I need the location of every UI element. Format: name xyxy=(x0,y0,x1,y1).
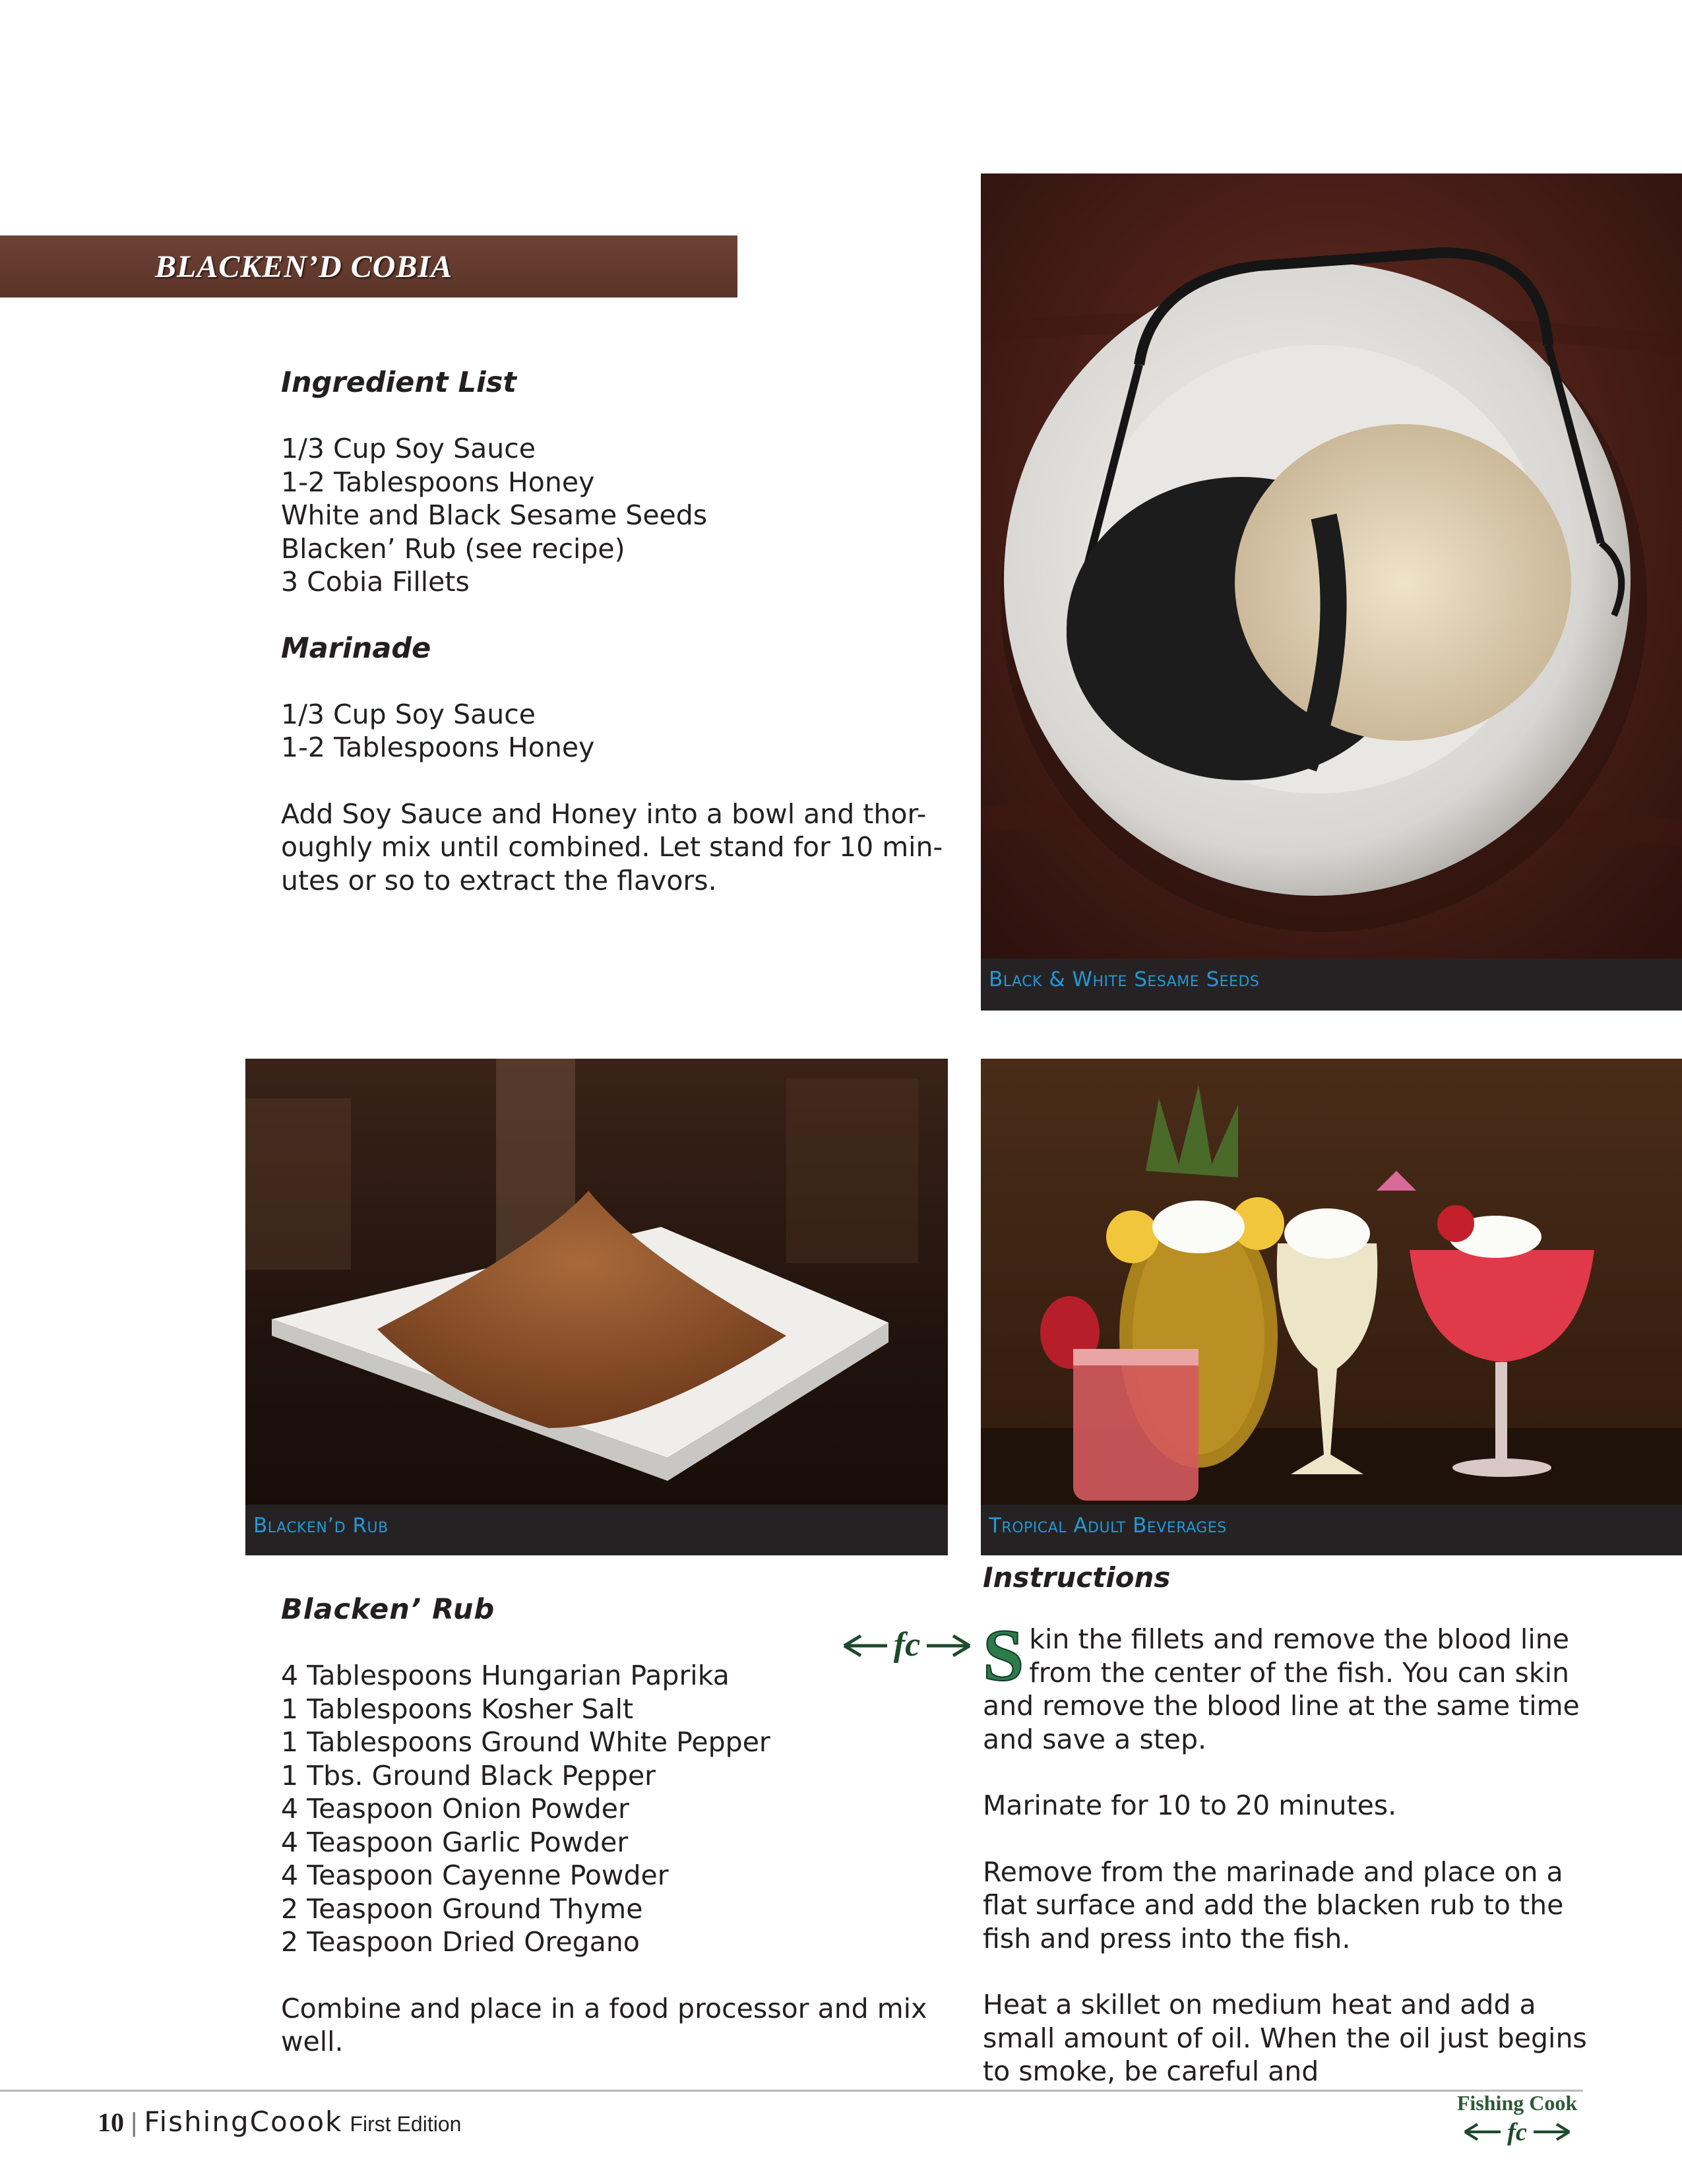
footer-logo xyxy=(1438,2091,1596,2154)
footer xyxy=(98,2106,461,2138)
rub-item: 2 Teaspoon Dried Oregano xyxy=(281,1926,640,1958)
recipe-title: BLACKEN’D COBIA xyxy=(155,249,453,284)
svg-text:fc: fc xyxy=(893,1626,921,1664)
title-bar xyxy=(0,235,737,297)
ingredient-list-heading: Ingredient List xyxy=(281,366,516,399)
marinade-item: 1-2 Tablespoons Honey xyxy=(281,732,595,763)
marinade-heading: Marinade xyxy=(281,631,431,665)
ingredient-item: White and Black Sesame Seeds xyxy=(281,499,708,531)
rub-photo xyxy=(245,1059,948,1555)
dropcap-letter: S xyxy=(983,1615,1024,1697)
ingredient-item: 3 Cobia Fillets xyxy=(281,566,470,598)
instructions-line: and remove the blood line at the same time xyxy=(983,1690,1580,1722)
instructions-line: and save a step. xyxy=(983,1723,1207,1755)
beverages-caption: Tropical Adult Beverages xyxy=(989,1514,1227,1538)
marinade-directions-line: oughly mix until combined. Let stand for 10 min- xyxy=(281,831,943,863)
fishing-cook-logo-icon xyxy=(1461,2115,1573,2148)
instructions-line: flat surface and add the blacken rub to the xyxy=(983,1889,1564,1921)
footer-rule xyxy=(0,2090,1583,2092)
instructions-heading: Instructions xyxy=(983,1561,1171,1594)
rub-item: 1 Tablespoons Ground White Pepper xyxy=(281,1726,770,1758)
rub-item: 4 Teaspoon Cayenne Powder xyxy=(281,1859,669,1891)
instructions-first-paragraph xyxy=(983,1615,1642,1756)
instructions-line: to smoke, be careful and xyxy=(983,2055,1319,2087)
rub-item: 1 Tbs. Ground Black Pepper xyxy=(281,1759,656,1792)
rub-heading: Blacken’ Rub xyxy=(281,1593,495,1626)
rub-item: 4 Tablespoons Hungarian Paprika xyxy=(281,1660,730,1691)
footer-separator: | xyxy=(131,2108,138,2137)
fishing-cook-ornament-icon xyxy=(841,1623,973,1669)
instructions-step-marinate: Marinate for 10 to 20 minutes. xyxy=(983,1790,1397,1821)
instructions-line: kin the fillets and remove the blood line xyxy=(1029,1623,1569,1655)
ingredient-item: Blacken’ Rub (see recipe) xyxy=(281,532,625,565)
beverages-caption-bar xyxy=(981,1505,1682,1555)
rub-directions-line: Combine and place in a food processor and mix xyxy=(281,1992,927,2024)
instructions-section xyxy=(983,1558,1642,2088)
rub-image xyxy=(245,1059,948,1555)
footer-logo-text: Fishing Cook xyxy=(1456,2091,1578,2115)
marinade-directions-line: Add Soy Sauce and Honey into a bowl and thor- xyxy=(281,797,927,830)
sesame-seeds-image xyxy=(981,173,1682,1011)
beverages-image xyxy=(981,1059,1682,1555)
rub-item: 4 Teaspoon Onion Powder xyxy=(281,1793,629,1825)
sesame-seeds-photo xyxy=(981,173,1682,1011)
ingredient-item: 1/3 Cup Soy Sauce xyxy=(281,433,536,464)
svg-text:fc: fc xyxy=(1507,2118,1527,2146)
ingredient-section xyxy=(281,366,941,897)
sesame-caption-bar xyxy=(981,958,1682,1011)
rub-caption-bar xyxy=(245,1505,948,1555)
rub-directions-line: well. xyxy=(281,2026,344,2057)
instructions-line: from the center of the fish. You can skin xyxy=(1029,1656,1569,1689)
marinade-directions-line: utes or so to extract the flavors. xyxy=(281,864,717,896)
footer-edition: First Edition xyxy=(350,2112,462,2136)
page-number: 10 xyxy=(98,2107,124,2137)
ingredient-item: 1-2 Tablespoons Honey xyxy=(281,466,595,498)
rub-item: 1 Tablespoons Kosher Salt xyxy=(281,1693,634,1725)
rub-item: 4 Teaspoon Garlic Powder xyxy=(281,1826,629,1858)
beverages-photo xyxy=(981,1059,1682,1555)
sesame-caption: Black & White Sesame Seeds xyxy=(989,968,1260,991)
marinade-item: 1/3 Cup Soy Sauce xyxy=(281,698,536,730)
footer-brand: FishingCoook xyxy=(144,2106,343,2138)
instructions-line: Remove from the marinade and place on a xyxy=(983,1856,1563,1888)
instructions-line: fish and press into the fish. xyxy=(983,1922,1351,1954)
instructions-line: Heat a skillet on medium heat and add a xyxy=(983,1989,1536,2020)
instructions-line: small amount of oil. When the oil just begins xyxy=(983,2022,1587,2054)
rub-caption: Blacken’d Rub xyxy=(253,1514,389,1538)
rub-item: 2 Teaspoon Ground Thyme xyxy=(281,1892,643,1925)
